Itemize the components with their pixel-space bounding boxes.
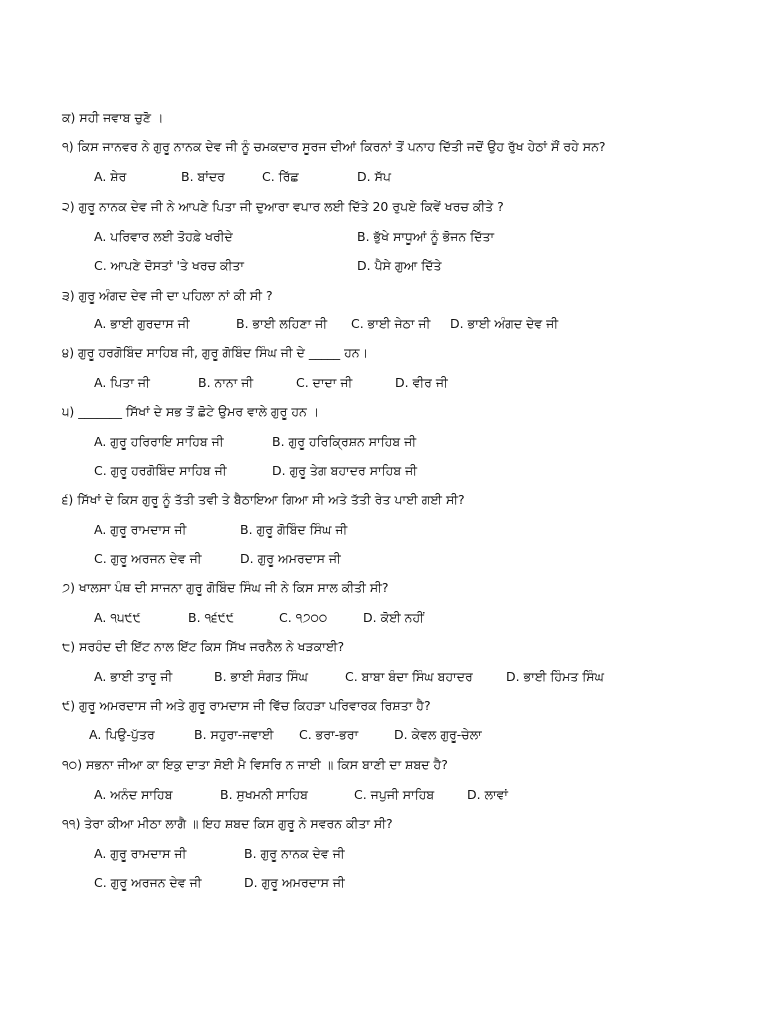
q1-option-d[interactable]: D. ਸੱਪ (357, 169, 391, 184)
q9-option-a[interactable]: A. ਪਿਉ-ਪੁੱਤਰ (89, 727, 155, 742)
question-1: ੧) ਕਿਸ ਜਾਨਵਰ ਨੇ ਗੁਰੂ ਨਾਨਕ ਦੇਵ ਜੀ ਨੂੰ ਚਮਕਦਾਰ ਸੂਰਜ ਦੀਆਂ ਕਿਰਨਾਂ ਤੋਂ ਪਨਾਹ ਦਿੱਤੀ ਜਦੋਂ ਉਹ ਰੁੱਖ ਹੇਠਾਂ ਸੌਂ ਰਹੇ ਸਨ? (62, 139, 606, 154)
q3-option-d[interactable]: D. ਭਾਈ ਅੰਗਦ ਦੇਵ ਜੀ (450, 316, 559, 331)
q3-option-c[interactable]: C. ਭਾਈ ਜੇਠਾ ਜੀ (351, 316, 431, 331)
q1-option-c[interactable]: C. ਰਿੱਛ (262, 169, 299, 184)
q7-option-b[interactable]: B. ੧੬੯੯ (188, 610, 235, 625)
question-10: ੧੦) ਸਭਨਾ ਜੀਆ ਕਾ ਇਕੁ ਦਾਤਾ ਸੋਈ ਮੈ ਵਿਸਰਿ ਨ ਜਾਈ ॥ ਕਿਸ ਬਾਣੀ ਦਾ ਸ਼ਬਦ ਹੈ? (62, 757, 448, 772)
q3-option-a[interactable]: A. ਭਾਈ ਗੁਰਦਾਸ ਜੀ (94, 316, 190, 331)
section-instruction: ਕ) ਸਹੀ ਜਵਾਬ ਚੁਣੋ । (62, 110, 164, 125)
question-7: ੭) ਖਾਲਸਾ ਪੰਥ ਦੀ ਸਾਜਨਾ ਗੁਰੂ ਗੋਬਿੰਦ ਸਿੰਘ ਜੀ ਨੇ ਕਿਸ ਸਾਲ ਕੀਤੀ ਸੀ? (62, 580, 389, 595)
q8-option-c[interactable]: C. ਬਾਬਾ ਬੰਦਾ ਸਿੰਘ ਬਹਾਦਰ (345, 669, 473, 684)
q2-option-a[interactable]: A. ਪਰਿਵਾਰ ਲਈ ਤੋਹਫ਼ੇ ਖਰੀਦੇ (94, 229, 233, 244)
q6-option-a[interactable]: A. ਗੁਰੂ ਰਾਮਦਾਸ ਜੀ (94, 522, 187, 537)
q4-option-c[interactable]: C. ਦਾਦਾ ਜੀ (296, 375, 353, 390)
question-3: ੩) ਗੁਰੂ ਅੰਗਦ ਦੇਵ ਜੀ ਦਾ ਪਹਿਲਾ ਨਾਂ ਕੀ ਸੀ ? (62, 288, 273, 303)
q11-option-c[interactable]: C. ਗੁਰੂ ਅਰਜਨ ਦੇਵ ਜੀ (94, 875, 202, 890)
question-5: ੫) _______ ਸਿੱਖਾਂ ਦੇ ਸਭ ਤੋਂ ਛੋਟੇ ਉਮਰ ਵਾਲੇ ਗੁਰੂ ਹਨ । (62, 404, 320, 419)
q6-option-d[interactable]: D. ਗੁਰੂ ਅਮਰਦਾਸ ਜੀ (240, 551, 341, 566)
q8-option-b[interactable]: B. ਭਾਈ ਸੰਗਤ ਸਿੰਘ (214, 669, 308, 684)
q1-option-b[interactable]: B. ਬਾਂਦਰ (181, 169, 225, 184)
q10-option-c[interactable]: C. ਜਪੁਜੀ ਸਾਹਿਬ (354, 787, 435, 802)
q10-option-b[interactable]: B. ਸੁਖਮਨੀ ਸਾਹਿਬ (220, 787, 308, 802)
question-11: ੧੧) ਤੇਰਾ ਕੀਆ ਮੀਠਾ ਲਾਗੈ ॥ ਇਹ ਸ਼ਬਦ ਕਿਸ ਗੁਰੂ ਨੇ ਸਵਰਨ ਕੀਤਾ ਸੀ? (62, 816, 393, 831)
question-4: ੪) ਗੁਰੂ ਹਰਗੋਬਿੰਦ ਸਾਹਿਬ ਜੀ, ਗੁਰੂ ਗੋਬਿੰਦ ਸਿੰਘ ਜੀ ਦੇ _____ ਹਨ। (62, 345, 369, 360)
q6-option-b[interactable]: B. ਗੁਰੂ ਗੋਬਿੰਦ ਸਿੰਘ ਜੀ (240, 522, 348, 537)
q2-option-d[interactable]: D. ਪੈਸੇ ਗੁਆ ਦਿੱਤੇ (357, 258, 442, 273)
question-8: ੮) ਸਰਹੰਦ ਦੀ ਇੱਟ ਨਾਲ ਇੱਟ ਕਿਸ ਸਿੱਖ ਜਰਨੈਲ ਨੇ ਖੜਕਾਈ? (62, 639, 345, 654)
q7-option-d[interactable]: D. ਕੋਈ ਨਹੀਂ (363, 610, 424, 625)
question-9: ੯) ਗੁਰੂ ਅਮਰਦਾਸ ਜੀ ਅਤੇ ਗੁਰੂ ਰਾਮਦਾਸ ਜੀ ਵਿੱਚ ਕਿਹੜਾ ਪਰਿਵਾਰਕ ਰਿਸ਼ਤਾ ਹੈ? (62, 698, 431, 713)
q1-option-a[interactable]: A. ਸ਼ੇਰ (94, 169, 127, 184)
q10-option-a[interactable]: A. ਅਨੰਦ ਸਾਹਿਬ (94, 787, 173, 802)
q9-option-b[interactable]: B. ਸਹੁਰਾ-ਜਵਾਈ (194, 727, 274, 742)
q5-option-d[interactable]: D. ਗੁਰੂ ਤੇਗ ਬਹਾਦਰ ਸਾਹਿਬ ਜੀ (272, 463, 418, 478)
q9-option-d[interactable]: D. ਕੇਵਲ ਗੁਰੂ-ਚੇਲਾ (394, 727, 482, 742)
q9-option-c[interactable]: C. ਭਰਾ-ਭਰਾ (299, 727, 359, 742)
q7-option-c[interactable]: C. ੧੭੦੦ (279, 610, 328, 625)
question-6: ੬) ਸਿੱਖਾਂ ਦੇ ਕਿਸ ਗੁਰੂ ਨੂੰ ਤੱਤੀ ਤਵੀ ਤੇ ਬੈਠਾਇਆ ਗਿਆ ਸੀ ਅਤੇ ਤੱਤੀ ਰੇਤ ਪਾਈ ਗਈ ਸੀ? (62, 492, 465, 507)
q2-option-b[interactable]: B. ਭੁੱਖੇ ਸਾਧੂਆਂ ਨੂੰ ਭੋਜਨ ਦਿੱਤਾ (357, 229, 495, 244)
q7-option-a[interactable]: A. ੧੫੯੯ (94, 610, 141, 625)
q11-option-d[interactable]: D. ਗੁਰੂ ਅਮਰਦਾਸ ਜੀ (244, 875, 345, 890)
q5-option-c[interactable]: C. ਗੁਰੂ ਹਰਗੋਬਿੰਦ ਸਾਹਿਬ ਜੀ (94, 463, 227, 478)
q6-option-c[interactable]: C. ਗੁਰੂ ਅਰਜਨ ਦੇਵ ਜੀ (94, 551, 202, 566)
q8-option-a[interactable]: A. ਭਾਈ ਤਾਰੂ ਜੀ (94, 669, 173, 684)
question-2: ੨) ਗੁਰੂ ਨਾਨਕ ਦੇਵ ਜੀ ਨੇ ਆਪਣੇ ਪਿਤਾ ਜੀ ਦੁਆਰਾ ਵਪਾਰ ਲਈ ਦਿੱਤੇ 20 ਰੁਪਏ ਕਿਵੇਂ ਖਰਚ ਕੀਤੇ ? (62, 199, 504, 214)
q8-option-d[interactable]: D. ਭਾਈ ਹਿੰਮਤ ਸਿੰਘ (506, 669, 604, 684)
q3-option-b[interactable]: B. ਭਾਈ ਲਹਿਣਾ ਜੀ (236, 316, 328, 331)
q4-option-a[interactable]: A. ਪਿਤਾ ਜੀ (94, 375, 150, 390)
q4-option-d[interactable]: D. ਵੀਰ ਜੀ (395, 375, 448, 390)
q5-option-a[interactable]: A. ਗੁਰੂ ਹਰਿਰਾਇ ਸਾਹਿਬ ਜੀ (94, 434, 224, 449)
q5-option-b[interactable]: B. ਗੁਰੂ ਹਰਿਕ੍ਰਿਸ਼ਨ ਸਾਹਿਬ ਜੀ (272, 434, 417, 449)
q11-option-a[interactable]: A. ਗੁਰੂ ਰਾਮਦਾਸ ਜੀ (94, 846, 187, 861)
q11-option-b[interactable]: B. ਗੁਰੂ ਨਾਨਕ ਦੇਵ ਜੀ (244, 846, 345, 861)
q10-option-d[interactable]: D. ਲਾਵਾਂ (467, 787, 508, 802)
q4-option-b[interactable]: B. ਨਾਨਾ ਜੀ (198, 375, 254, 390)
q2-option-c[interactable]: C. ਆਪਣੇ ਦੋਸਤਾਂ 'ਤੇ ਖਰਚ ਕੀਤਾ (94, 258, 244, 273)
